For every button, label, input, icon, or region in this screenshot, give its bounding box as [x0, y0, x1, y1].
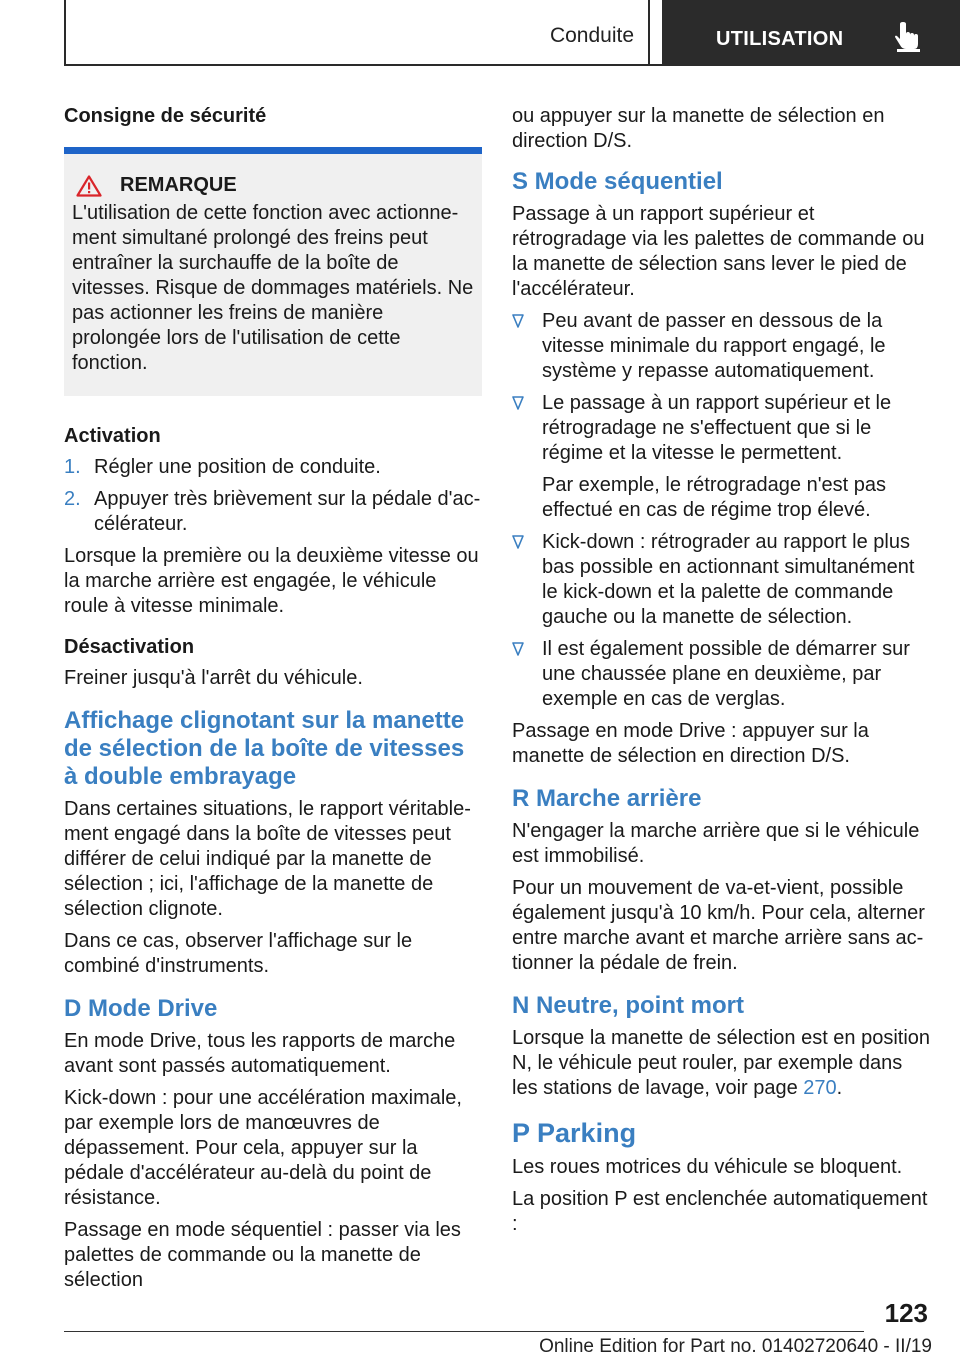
warning-triangle-icon: [76, 175, 102, 197]
neutral-text: Lorsque la manette de sélection est en position N, le véhicule peut rouler, par exemple dans les stations de lavage, voir page: [512, 1027, 931, 1099]
parking-heading: P Parking: [512, 1118, 637, 1148]
bullet-text: Kick-down : rétrograder au rapport le plus bas possible en actionnant simultanément le kick-down et la palette de commande gauche ou la manette de sélection.: [542, 531, 915, 628]
right-column: [512, 104, 932, 1244]
drive-paragraph-2: Kick-down : pour une accélération maximale, par exemple lors de manœuvres de dépassement. Pour cela, appuyer sur la pédale d'accélérateur au-delà du point de résistance.: [64, 1087, 462, 1209]
drive-heading: D Mode Drive: [64, 995, 218, 1022]
bullet-text: Peu avant de passer en dessous de la vitesse minimale du rapport engagé, le système y repasse automatiquement.: [542, 310, 886, 382]
footer-edition: Online Edition for Part no. 01402720640 - II/19: [539, 1336, 932, 1357]
header-chapter-title: UTILISATION: [716, 28, 844, 50]
bullet-text: Le passage à un rapport supérieur et le rétrogradage ne s'effectuent que si le régime et la vitesse le permettent.: [542, 392, 892, 464]
list-item: [512, 530, 932, 630]
bullet-text: Il est également possible de démarrer sur une chaussée plane en deuxième, par exemple en cas de verglas.: [542, 638, 910, 710]
blink-heading: Affichage clignotant sur la manette de sélection de la boîte de vitesses à double embrayage: [64, 707, 465, 790]
sequential-paragraph-1: Passage à un rapport supérieur et rétrogradage via les palettes de commande ou la manette de sélection sans lever le pied de l'accélérateur.: [512, 203, 925, 300]
list-item: [512, 309, 932, 384]
list-item: [512, 637, 932, 712]
drive-paragraph-1: En mode Drive, tous les rapports de marche avant sont passés automatiquement.: [64, 1030, 456, 1077]
parking-paragraph-2: La position P est enclenchée automatiquement :: [512, 1188, 928, 1235]
bullet-triangle-icon: [512, 535, 524, 549]
drive-paragraph-3: Passage en mode séquentiel : passer via les palettes de commande ou la manette de sélection: [64, 1219, 461, 1291]
activation-steps: [64, 455, 482, 537]
neutral-text-end: .: [836, 1077, 843, 1099]
sequential-paragraph-2: Passage en mode Drive : appuyer sur la manette de sélection en direction D/S.: [512, 720, 869, 767]
neutral-paragraph: [512, 1026, 932, 1101]
list-item: [512, 391, 932, 523]
reverse-paragraph-1: N'engager la marche arrière que si le véhicule est immobilisé.: [512, 820, 920, 867]
page-link[interactable]: 270: [803, 1077, 837, 1099]
activation-note: Lorsque la première ou la deuxième vitesse ou la marche arrière est engagée, le véhicule roule à vitesse minimale.: [64, 545, 479, 617]
bullet-triangle-icon: [512, 642, 524, 656]
hand-pointer-icon: [894, 22, 922, 52]
footer-rule: [64, 1331, 864, 1332]
list-item: [64, 487, 482, 537]
reverse-paragraph-2: Pour un mouvement de va-et-vient, possible également jusqu'à 10 km/h. Pour cela, alterner entre marche avant et marche arrière sans actionner la pédale de frein.: [512, 877, 925, 974]
continued-text: ou appuyer sur la manette de sélection en direction D/S.: [512, 105, 885, 152]
safety-heading: Consigne de sécurité: [64, 105, 267, 127]
sequential-bullets: [512, 309, 932, 712]
warning-text: L'utilisation de cette fonction avec actionnement simultané prolongé des freins peut entraîner la surchauffe de la boîte de vitesses. Risque de dommages matériels. Ne pas actionner les freins de manière prolongée lors de l'utilisation de cette fonction.: [72, 202, 474, 374]
reverse-heading: R Marche arrière: [512, 785, 702, 812]
bullet-triangle-icon: [512, 314, 524, 328]
warning-title: REMARQUE: [120, 174, 237, 196]
header-section-title: Conduite: [549, 24, 634, 47]
deactivation-text: Freiner jusqu'à l'arrêt du véhicule.: [64, 667, 363, 689]
list-item: [64, 455, 482, 480]
step-number: 2.: [64, 488, 81, 510]
warning-box: [64, 154, 482, 396]
sequential-heading: S Mode séquentiel: [512, 168, 723, 195]
parking-paragraph-1: Les roues motrices du véhicule se bloquent.: [512, 1156, 903, 1178]
header-chapter-tab: [662, 0, 960, 66]
step-number: 1.: [64, 456, 81, 478]
bullet-extra-text: Par exemple, le rétrogradage n'est pas effectué en cas de régime trop élevé.: [542, 474, 887, 521]
blink-paragraph-1: Dans certaines situations, le rapport véritablement engagé dans la boîte de vitesses peut différer de celui indiqué par la manette de sélection ; ici, l'affichage de la manette de sélection clignote.: [64, 798, 471, 920]
warning-bar: [64, 147, 482, 154]
step-text: Régler une position de conduite.: [94, 456, 381, 478]
blink-paragraph-2: Dans ce cas, observer l'affichage sur le combiné d'instruments.: [64, 930, 413, 977]
deactivation-heading: Désactivation: [64, 636, 195, 658]
step-text: Appuyer très brièvement sur la pédale d'accélérateur.: [94, 488, 481, 535]
bullet-triangle-icon: [512, 396, 524, 410]
neutral-heading: N Neutre, point mort: [512, 992, 744, 1019]
page-number: 123: [884, 1298, 928, 1328]
left-column: [64, 104, 482, 1300]
activation-heading: Activation: [64, 425, 161, 447]
